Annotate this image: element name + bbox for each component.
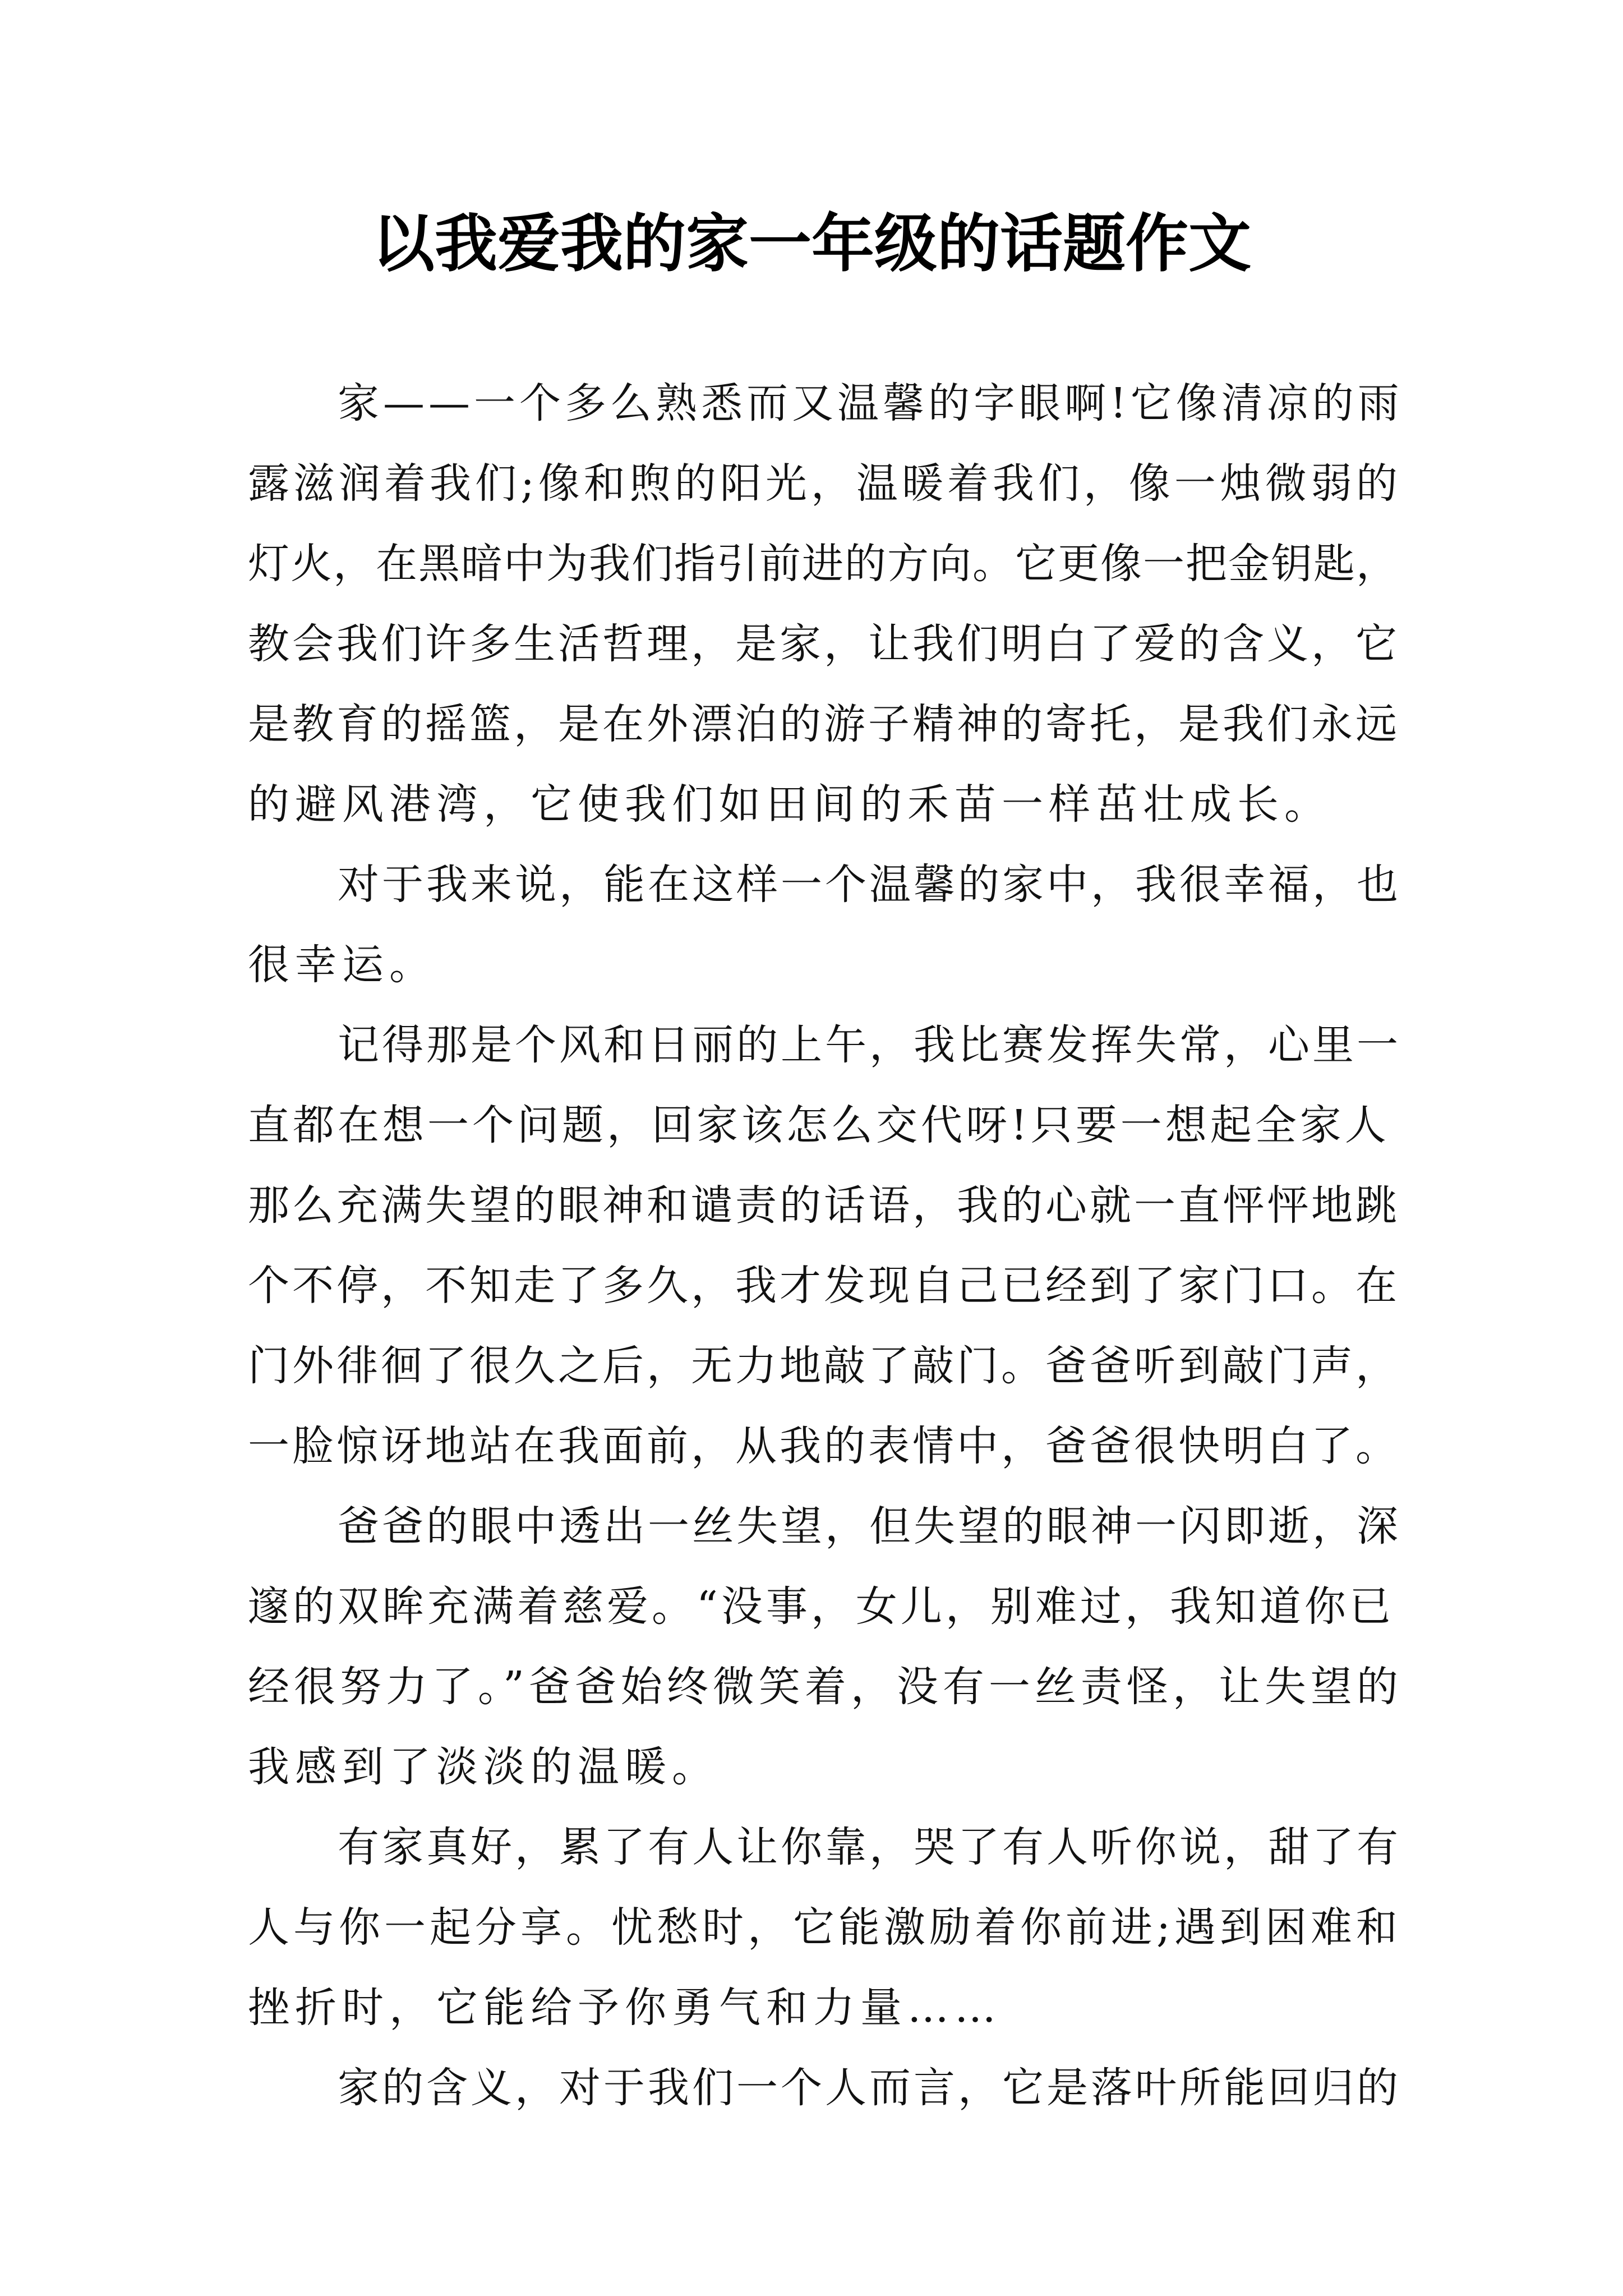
text-line: 个不停，不知走了多久，我才发现自己已经到了家门口。在 <box>248 1262 1400 1310</box>
text-line: 人与你一起分享。忧愁时，它能激励着你前进;遇到困难和 <box>248 1903 1401 1952</box>
text-line: 邃的双眸充满着慈爱。“没事，女儿，别难过，我知道你已 <box>248 1582 1394 1631</box>
text-line: 爸爸的眼中透出一丝失望，但失望的眼神一闪即逝，深 <box>338 1502 1401 1550</box>
text-line: 教会我们许多生活哲理，是家，让我们明白了爱的含义，它 <box>248 620 1400 668</box>
text-line: 经很努力了。”爸爸始终微笑着，没有一丝责怪，让失望的 <box>248 1663 1403 1711</box>
text-line: 露滋润着我们;像和煦的阳光，温暖着我们，像一烛微弱的 <box>248 459 1401 508</box>
text-line: 是教育的摇篮，是在外漂泊的游子精神的寄托，是我们永远 <box>248 700 1400 748</box>
text-line: 门外徘徊了很久之后，无力地敲了敲门。爸爸听到敲门声， <box>248 1342 1400 1390</box>
text-line: 有家真好，累了有人让你靠，哭了有人听你说，甜了有 <box>338 1823 1401 1871</box>
text-line: 挫折时，它能给予你勇气和力量…… <box>248 1984 1002 2032</box>
text-line: 灯火，在黑暗中为我们指引前进的方向。它更像一把金钥匙， <box>248 540 1399 588</box>
text-line: 家——一个多么熟悉而又温馨的字眼啊!它像清凉的雨 <box>338 379 1403 427</box>
text-line: 那么充满失望的眼神和谴责的话语，我的心就一直怦怦地跳 <box>248 1181 1400 1230</box>
text-line: 直都在想一个问题，回家该怎么交代呀!只要一想起全家人 <box>248 1101 1390 1149</box>
document-body <box>248 364 1403 2128</box>
document-title: 以我爱我的家一年级的话题作文 <box>372 207 1251 280</box>
text-line: 家的含义，对于我们一个人而言，它是落叶所能回归的 <box>338 2064 1401 2112</box>
text-line: 一脸惊讶地站在我面前，从我的表情中，爸爸很快明白了。 <box>248 1422 1400 1470</box>
text-line: 记得那是个风和日丽的上午，我比赛发挥失常，心里一 <box>338 1021 1401 1069</box>
text-line: 对于我来说，能在这样一个温馨的家中，我很幸福，也 <box>338 861 1401 909</box>
text-line: 的避风港湾，它使我们如田间的禾苗一样茁壮成长。 <box>248 780 1331 829</box>
text-line: 我感到了淡淡的温暖。 <box>248 1743 719 1791</box>
text-line: 很幸运。 <box>248 941 436 989</box>
